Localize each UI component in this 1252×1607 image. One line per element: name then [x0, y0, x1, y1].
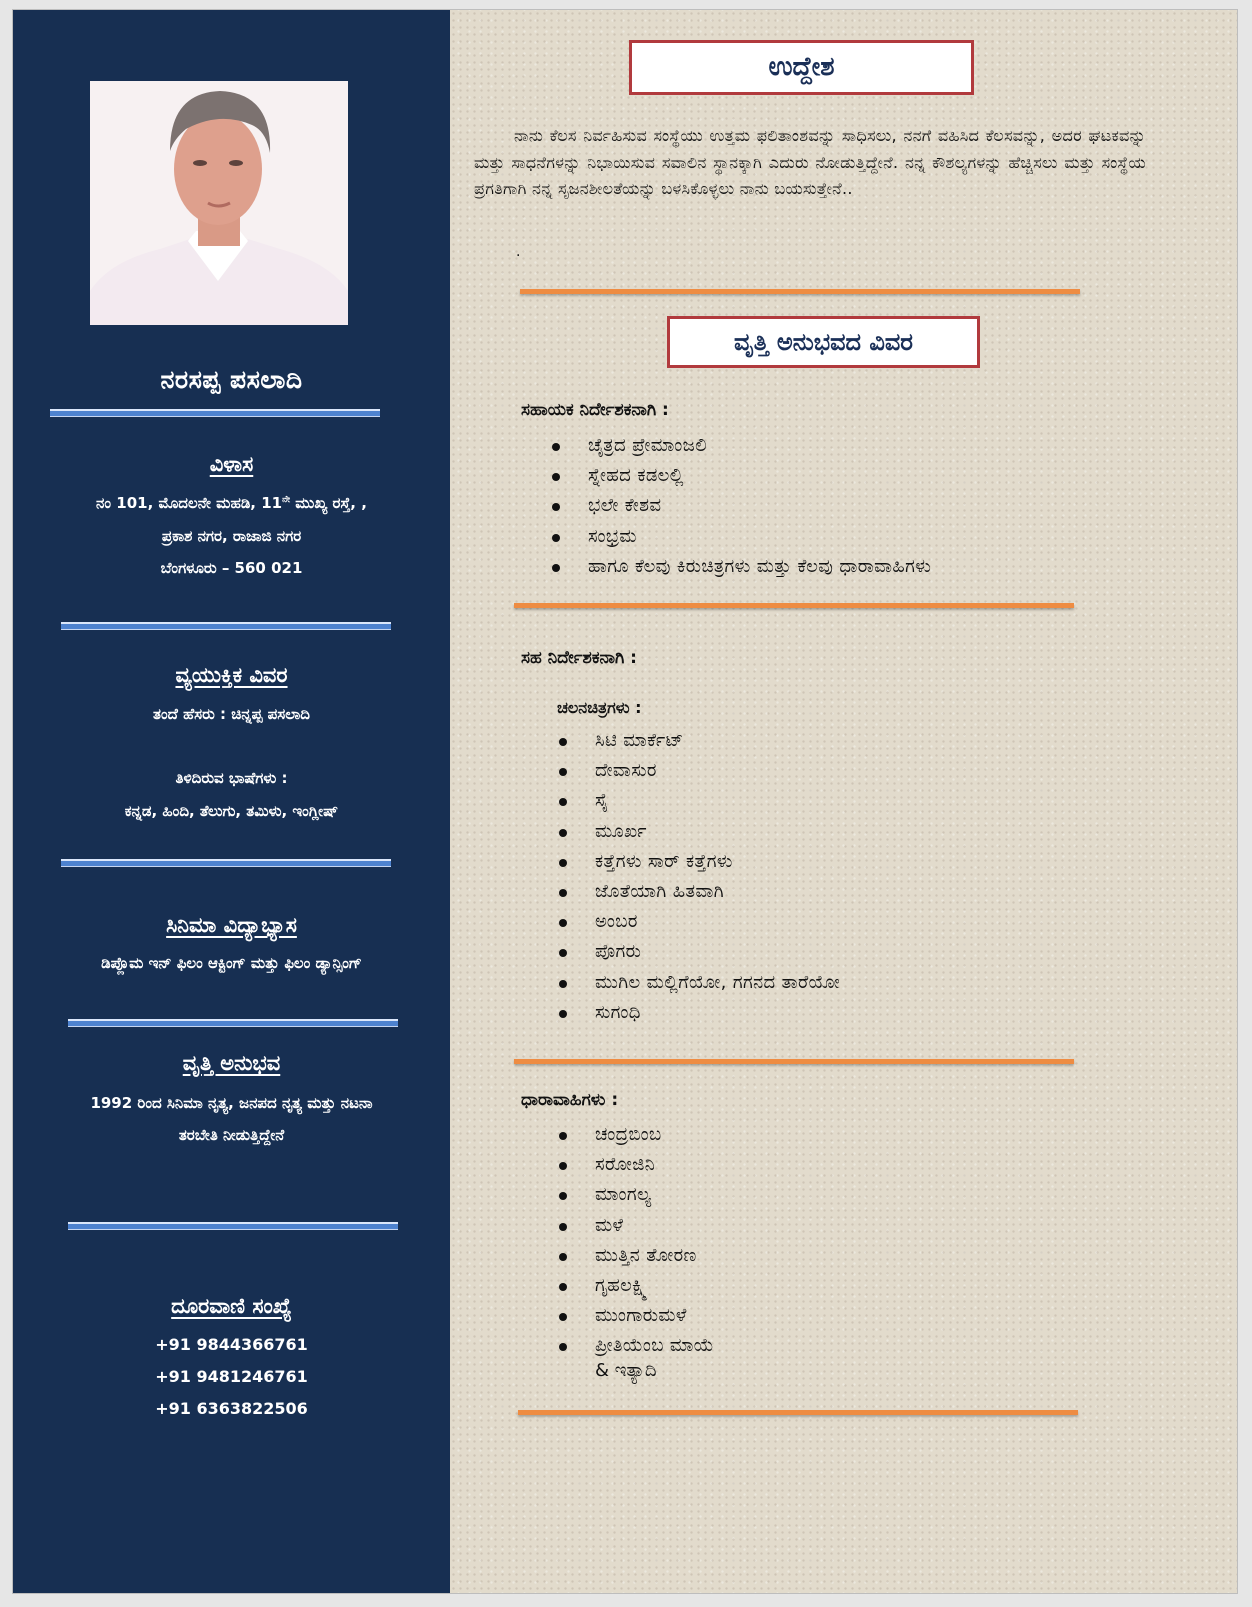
list-item: ಮಾಂಗಲ್ಯ [559, 1180, 714, 1210]
address-line-3: ಬೆಂಗಳೂರು – 560 021 [160, 559, 303, 577]
phone-number: +91 9481246761 [155, 1367, 308, 1386]
list-item: ಅಂಬರ [559, 907, 840, 937]
serials-list [559, 1120, 714, 1362]
main-content [450, 10, 1237, 1593]
divider [61, 622, 391, 630]
section-divider [514, 1059, 1074, 1064]
list-item: ಮುಗಿಲ ಮಲ್ಲಿಗೆಯೋ, ಗಗನದ ತಾರೆಯೋ [559, 968, 840, 998]
languages-label: ತಿಳಿದಿರುವ ಭಾಷೆಗಳು : [175, 769, 288, 787]
profile-photo [90, 81, 348, 325]
list-item: ಸುಗಂಧಿ [559, 998, 840, 1028]
father-name: ತಂದೆ ಹೆಸರು : ಚಿನ್ನಪ್ಪ ಪಸಲಾದಿ [153, 705, 310, 723]
experience-line-2: ತರಬೇತಿ ನೀಡುತ್ತಿದ್ದೇನೆ [178, 1126, 285, 1144]
films-list [559, 726, 840, 1028]
list-item: ಚಂದ್ರಬಿಂಬ [559, 1120, 714, 1150]
section-divider [520, 289, 1080, 294]
list-item: ಸಿಟಿ ಮಾರ್ಕೆಟ್ [559, 726, 840, 756]
section-divider [514, 603, 1074, 608]
list-item: ಸಂಭ್ರಮ [552, 522, 931, 552]
list-item: ಭಲೇ ಕೇಶವ [552, 491, 931, 521]
divider [61, 859, 391, 867]
films-heading: ಚಲನಚಿತ್ರಗಳು : [557, 698, 642, 717]
objective-text: ನಾನು ಕೆಲಸ ನಿರ್ವಹಿಸುವ ಸಂಸ್ಥೆಯು ಉತ್ತಮ ಫಲಿತಾಂಶವನ್ನು ಸಾಧಿಸಲು, ನನಗೆ ವಹಿಸಿದ ಕೆಲಸವನ್ನು, ಅದರ ಘಟಕವನ್ನು ಮತ್ತು ಸಾಧನೆಗಳನ್ನು ನಿಭಾಯಿಸುವ ಸವಾಲಿನ ಸ್ಥಾನಕ್ಕಾಗಿ ಎದುರು ನೋಡುತ್ತಿದ್ದೇನೆ. ನನ್ನ ಕೌಶಲ್ಯಗಳನ್ನು ಹೆಚ್ಚಿಸಲು ಮತ್ತು ಸಂಸ್ಥೆಯ ಪ್ರಗತಿಗಾಗಿ ನನ್ನ ಸೃಜನಶೀಲತೆಯನ್ನು ಬಳಸಿಕೊಳ್ಳಲು ನಾನು ಬಯಸುತ್ತೇನೆ.. [474, 126, 1146, 198]
languages: ಕನ್ನಡ, ಹಿಂದಿ, ತೆಲುಗು, ತಮಿಳು, ಇಂಗ್ಲೀಷ್ [124, 802, 339, 820]
serials-heading: ಧಾರಾವಾಹಿಗಳು : [521, 1090, 619, 1110]
address-line-2: ಪ್ರಕಾಶ ನಗರ, ರಾಜಾಜಿ ನಗರ [161, 527, 302, 545]
co-director-heading: ಸಹ ನಿರ್ದೇಶಕನಾಗಿ : [521, 648, 637, 668]
experience-title: ವೃತ್ತಿ ಅನುಭವ [182, 1051, 281, 1075]
phone-number: +91 6363822506 [155, 1399, 308, 1418]
assistant-director-list [552, 431, 931, 582]
list-item: ಗೃಹಲಕ್ಷ್ಮಿ [559, 1271, 714, 1301]
resume-page [12, 9, 1238, 1594]
list-item: ಮಳೆ [559, 1211, 714, 1241]
divider [68, 1222, 398, 1230]
objective-title: ಉದ್ದೇಶ [629, 40, 974, 95]
phone-number: +91 9844366761 [155, 1335, 308, 1354]
list-item: ದೇವಾಸುರ [559, 756, 840, 786]
list-item: ಮೂರ್ಖ [559, 817, 840, 847]
list-item: ಹಾಗೂ ಕೆಲವು ಕಿರುಚಿತ್ರಗಳು ಮತ್ತು ಕೆಲವು ಧಾರಾವಾಹಿಗಳು [552, 552, 931, 582]
personal-title: ವ್ಯಯುಕ್ತಿಕ ವಿವರ [175, 663, 288, 687]
phone-title: ದೂರವಾಣಿ ಸಂಖ್ಯೆ [171, 1294, 292, 1318]
serials-etc: & ಇತ್ಯಾದಿ [595, 1360, 657, 1381]
list-item: ಸರೋಜಿನಿ [559, 1150, 714, 1180]
list-item: ಮುಂಗಾರುಮಳೆ [559, 1301, 714, 1331]
list-item: ಪೊಗರು [559, 937, 840, 967]
divider [50, 409, 380, 417]
list-item: ಚೈತ್ರದ ಪ್ರೇಮಾಂಜಲಿ [552, 431, 931, 461]
experience-line-1: 1992 ರಿಂದ ಸಿನಿಮಾ ನೃತ್ಯ, ಜನಪದ ನೃತ್ಯ ಮತ್ತು ನಟನಾ [90, 1094, 373, 1112]
address-title: ವಿಳಾಸ [209, 452, 254, 476]
assistant-director-heading: ಸಹಾಯಕ ನಿರ್ದೇಶಕನಾಗಿ : [521, 400, 669, 420]
experience-details-title: ವೃತ್ತಿ ಅನುಭವದ ವಿವರ [667, 316, 980, 368]
list-item: ಮುತ್ತಿನ ತೋರಣ [559, 1241, 714, 1271]
stray-dot: . [516, 244, 521, 260]
divider [68, 1019, 398, 1027]
education-line: ಡಿಪ್ಲೊಮ ಇನ್ ಫಿಲಂ ಆಕ್ಟಿಂಗ್ ಮತ್ತು ಫಿಲಂ ಡ್ಯಾನ್ಸಿಂಗ್ [101, 954, 362, 972]
section-divider [518, 1410, 1078, 1415]
education-title: ಸಿನಿಮಾ ವಿದ್ಯಾಭ್ಯಾಸ [166, 913, 297, 937]
address-line-1: ನಂ 101, ಮೊದಲನೇ ಮಹಡಿ, $11^{ನೇ}$ ಮುಖ್ಯ ರಸ್ತೆ, , [96, 494, 367, 512]
candidate-name: ನರಸಪ್ಪ ಪಸಲಾದಿ [160, 365, 303, 394]
sidebar [13, 10, 450, 1593]
list-item: ಕತ್ತೆಗಳು ಸಾರ್ ಕತ್ತೆಗಳು [559, 847, 840, 877]
list-item: ಸೈ [559, 786, 840, 816]
list-item: ಸ್ನೇಹದ ಕಡಲಲ್ಲಿ [552, 461, 931, 491]
list-item: ಪ್ರೀತಿಯೆಂಬ ಮಾಯೆ [559, 1331, 714, 1361]
list-item: ಜೊತೆಯಾಗಿ ಹಿತವಾಗಿ [559, 877, 840, 907]
